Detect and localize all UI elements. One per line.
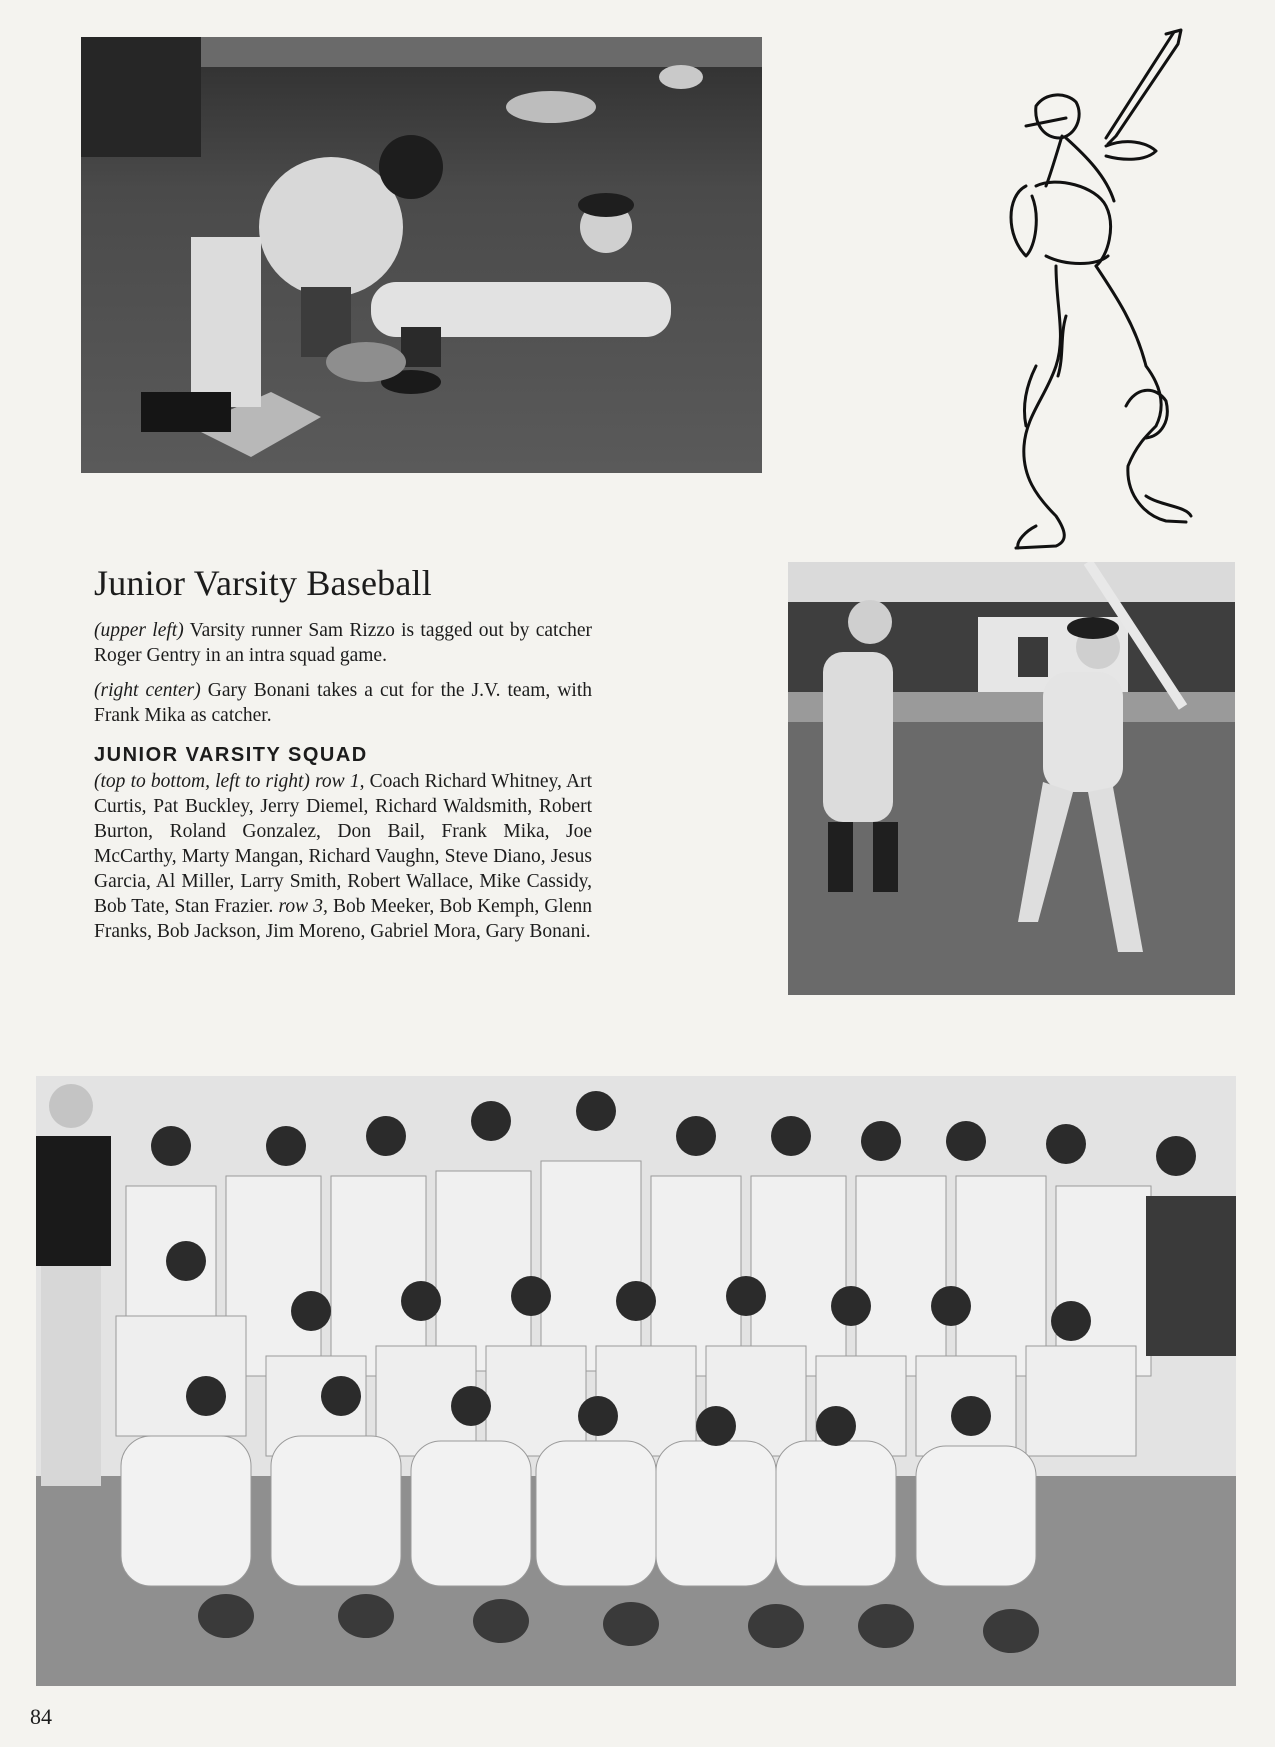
photo-batter (788, 562, 1235, 995)
roster-row3-lead: row 3, (273, 896, 328, 917)
photo-team-group (36, 1076, 1236, 1686)
page-number: 84 (30, 1704, 52, 1729)
photo-tag-out (81, 37, 762, 473)
caption-right-center (94, 678, 592, 728)
roster-row3: Bob Meeker, Bob Kemph, Glenn Franks, Bob Jackson, Jim Moreno, Gabriel Mora, Gary Bonani. (94, 896, 592, 942)
batter-sketch (996, 26, 1202, 554)
caption-text: Gary Bonani takes a cut for the J.V. team, with Frank Mika as catcher. (94, 680, 592, 726)
caption-lead: (upper left) (94, 620, 184, 641)
roster-lead: (top to bottom, left to right) row 1, (94, 771, 365, 792)
squad-heading: JUNIOR VARSITY SQUAD (94, 744, 368, 766)
roster-row1: Coach Richard Whitney, Art Curtis, Pat Buckley, Jerry Diemel, Richard Waldsmith, Robert Burton, Roland Gonzalez, Don Bail, Frank Mika, Joe McCarthy, Marty Mangan, Richard Vaughn, Steve Diano, Jesus Garcia, Al Miller, Larry Smith, Robert Wallace, Mike Cassidy, Bob Tate, Stan Frazier. (94, 771, 592, 917)
article-text (94, 562, 592, 954)
squad-roster (94, 769, 592, 944)
caption-text: Varsity runner Sam Rizzo is tagged out by catcher Roger Gentry in an intra squad game. (94, 620, 593, 666)
page-headline: Junior Varsity Baseball (94, 563, 432, 603)
caption-lead: (right center) (94, 680, 201, 701)
caption-upper-left (94, 618, 592, 668)
